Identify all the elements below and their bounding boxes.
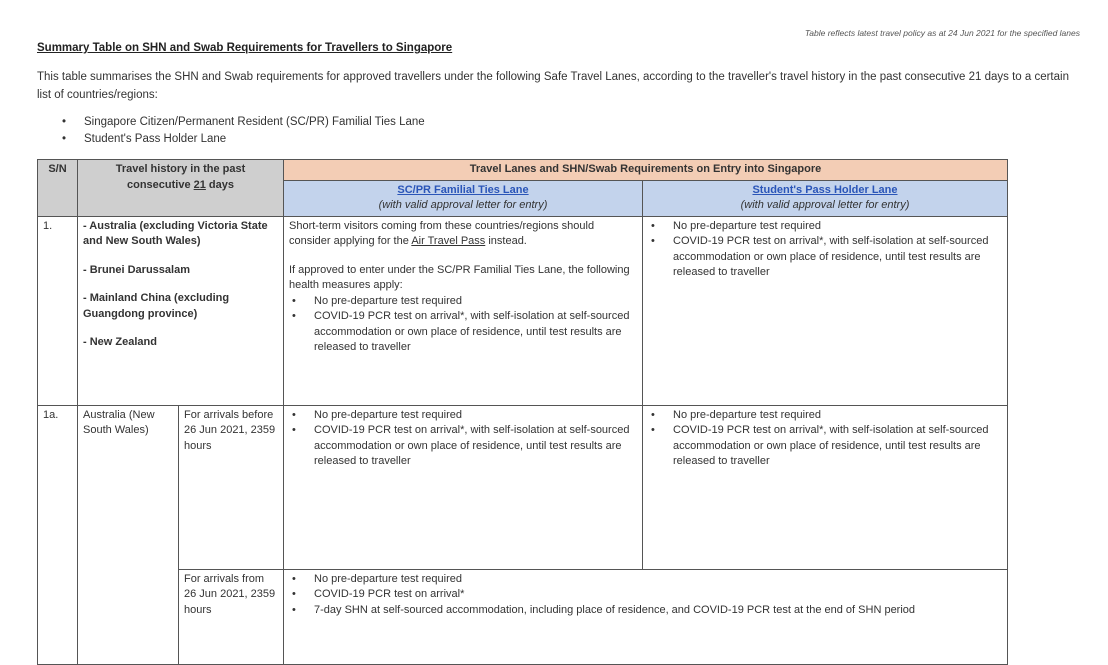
country-item: - Brunei Darussalam <box>83 263 190 276</box>
table-row <box>38 405 1008 569</box>
table-row <box>38 216 1008 405</box>
health-measures-intro: If approved to enter under the SC/PR Familial Ties Lane, the following health measures apply: <box>289 263 630 291</box>
country-item: - New Zealand <box>83 336 157 348</box>
requirement-item: • COVID-19 PCR test on arrival*, with self-isolation at self-sourced accommodation or own place of residence, until test results are released to traveller <box>289 309 637 356</box>
row-lane1-cell <box>284 405 643 569</box>
lane2-link[interactable]: Student's Pass Holder Lane <box>752 183 898 196</box>
intro-paragraph: This table summarises the SHN and Swab requirements for approved travellers under the following Safe Travel Lanes, according to the traveller's travel history in the past consecutive 21 days to a certain list of countries/regions: <box>37 71 1069 101</box>
requirement-item: • No pre-departure test required <box>289 294 637 310</box>
requirement-item: • 7-day SHN at self-sourced accommodation, including place of residence, and COVID-19 PCR test at the end of SHN period <box>289 603 1002 619</box>
travel-history-header-days: 21 <box>193 178 206 191</box>
country-item: - Mainland China (excluding Guangdong province) <box>83 292 230 320</box>
lane1-link[interactable]: SC/PR Familial Ties Lane <box>397 183 529 196</box>
row-lane2-cell <box>643 216 1008 405</box>
travel-history-header <box>78 160 284 217</box>
note-text: instead. <box>485 235 527 247</box>
requirement-item: • COVID-19 PCR test on arrival*, with self-isolation at self-sourced accommodation or own place of residence, until test results are released to traveller <box>289 423 637 470</box>
requirements-list <box>289 294 637 356</box>
row-sn: 1a. <box>38 405 78 664</box>
requirements-list <box>648 219 1002 281</box>
note-text: Short-term visitors coming from these countries/regions should consider applying for the <box>289 219 595 247</box>
lane-list-item: • Student's Pass Holder Lane <box>62 131 425 148</box>
travel-history-header-post: days <box>205 178 235 191</box>
travel-lanes-header: Travel Lanes and SHN/Swab Requirements on Entry into Singapore <box>284 160 1008 181</box>
row-lane1-cell <box>284 216 643 405</box>
air-travel-pass-note <box>289 219 637 250</box>
lanes-list <box>62 114 425 148</box>
row-sn: 1. <box>38 216 78 405</box>
requirements-list <box>289 408 637 470</box>
requirements-list <box>289 572 1002 619</box>
sn-header: S/N <box>38 160 78 217</box>
air-travel-pass-link[interactable]: Air Travel Pass <box>411 235 486 247</box>
lane1-subtitle: (with valid approval letter for entry) <box>378 199 548 211</box>
requirement-item: • No pre-departure test required <box>648 408 1002 424</box>
requirements-list <box>648 408 1002 470</box>
lane1-header <box>284 180 643 216</box>
row-combined-cell <box>284 569 1008 664</box>
policy-date-note: Table reflects latest travel policy as at 24 Jun 2021 for the specified lanes <box>804 28 1080 38</box>
requirement-item: • COVID-19 PCR test on arrival*, with self-isolation at self-sourced accommodation or own place of residence, until test results are released to traveller <box>648 423 1002 470</box>
lane2-header <box>643 180 1008 216</box>
travel-history-header-pre: Travel history in the past consecutive <box>115 163 246 191</box>
lane-list-item: • Singapore Citizen/Permanent Resident (SC/PR) Familial Ties Lane <box>62 114 425 131</box>
row-country: Australia (New South Wales) <box>78 405 179 664</box>
requirement-item: • No pre-departure test required <box>289 408 637 424</box>
requirement-item: • COVID-19 PCR test on arrival*, with self-isolation at self-sourced accommodation or own place of residence, until test results are released to traveller <box>648 234 1002 281</box>
lane2-subtitle: (with valid approval letter for entry) <box>740 199 910 211</box>
requirement-item: • COVID-19 PCR test on arrival* <box>289 587 1002 603</box>
row-countries <box>78 216 284 405</box>
arrival-period: For arrivals from 26 Jun 2021, 2359 hours <box>179 569 284 664</box>
page-title: Summary Table on SHN and Swab Requirements for Travellers to Singapore <box>37 42 453 54</box>
requirement-item: • No pre-departure test required <box>648 219 1002 235</box>
table-row <box>38 569 1008 664</box>
requirements-table <box>37 159 1008 665</box>
requirement-item: • No pre-departure test required <box>289 572 1002 588</box>
row-lane2-cell <box>643 405 1008 569</box>
arrival-period: For arrivals before 26 Jun 2021, 2359 hours <box>179 405 284 569</box>
country-item: - Australia (excluding Victoria State and New South Wales) <box>83 219 268 247</box>
